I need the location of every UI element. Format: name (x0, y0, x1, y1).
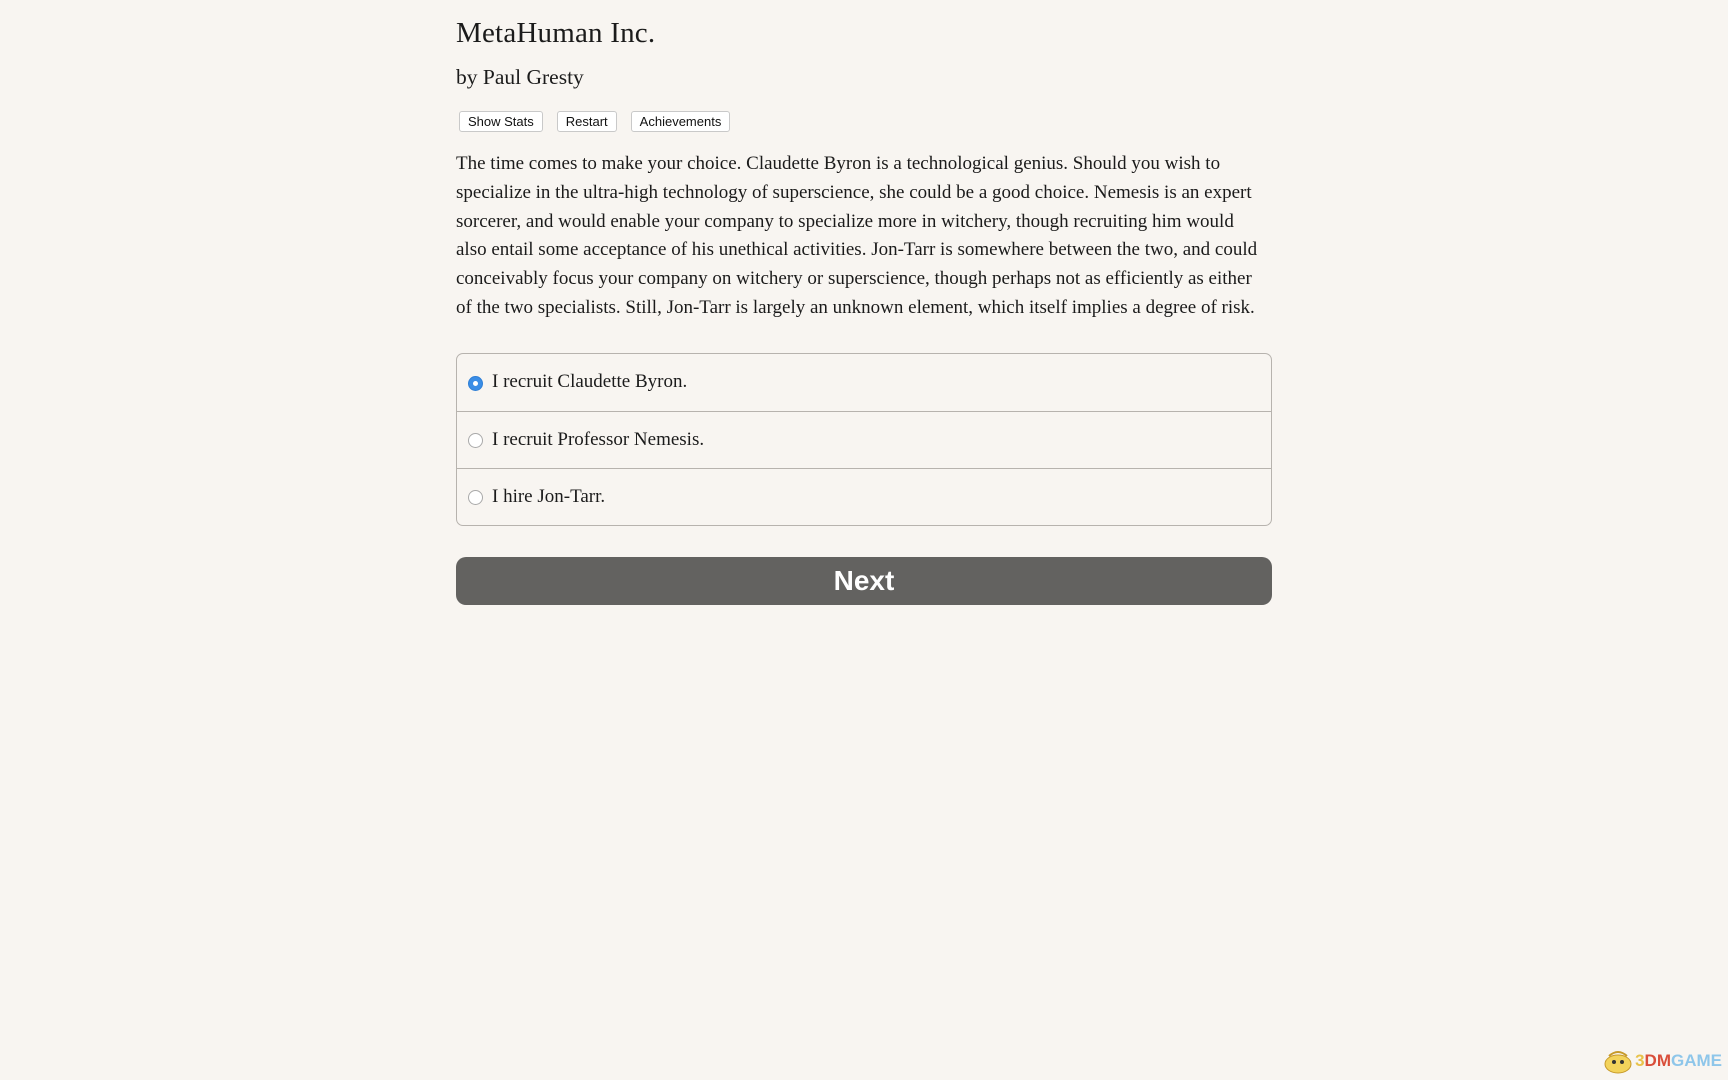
choice-option-jon-tarr[interactable] (457, 468, 1271, 525)
choice-option-claudette[interactable] (457, 354, 1271, 411)
watermark-logo (1603, 1048, 1722, 1074)
choice-label: I recruit Claudette Byron. (492, 371, 688, 393)
mascot-icon (1603, 1048, 1633, 1074)
passage-text: The time comes to make your choice. Claudette Byron is a technological genius. Should you wish to specialize in the ultra-high technology of superscience, she could be a good choice. Nemesis is an expert sorcerer, and would enable your company to specialize more in witchery, though recruiting him would also entail some acceptance of his unethical activities. Jon-Tarr is somewhere between the two, and could conceivably focus your company on witchery or superscience, though perhaps not as efficiently as either of the two specialists. Still, Jon-Tarr is largely an unknown element, which itself implies a degree of risk. (456, 153, 1258, 318)
show-stats-button[interactable]: Show Stats (459, 111, 543, 132)
story-passage (456, 150, 1266, 323)
achievements-button[interactable]: Achievements (631, 111, 731, 132)
toolbar (456, 111, 1272, 133)
game-title: MetaHuman Inc. (456, 17, 656, 49)
watermark-text: 3DMGAME (1635, 1051, 1722, 1070)
choice-label: I hire Jon-Tarr. (492, 485, 606, 507)
next-button[interactable]: Next (456, 557, 1272, 605)
restart-button[interactable]: Restart (557, 111, 617, 132)
author-byline: by Paul Gresty (456, 65, 584, 89)
choice-option-nemesis[interactable] (457, 411, 1271, 468)
choice-label: I recruit Professor Nemesis. (492, 428, 705, 450)
choice-list (456, 353, 1272, 526)
radio-unselected-icon[interactable] (468, 433, 483, 448)
radio-unselected-icon[interactable] (468, 490, 483, 505)
radio-selected-icon[interactable] (468, 376, 483, 391)
game-page (456, 0, 1272, 605)
